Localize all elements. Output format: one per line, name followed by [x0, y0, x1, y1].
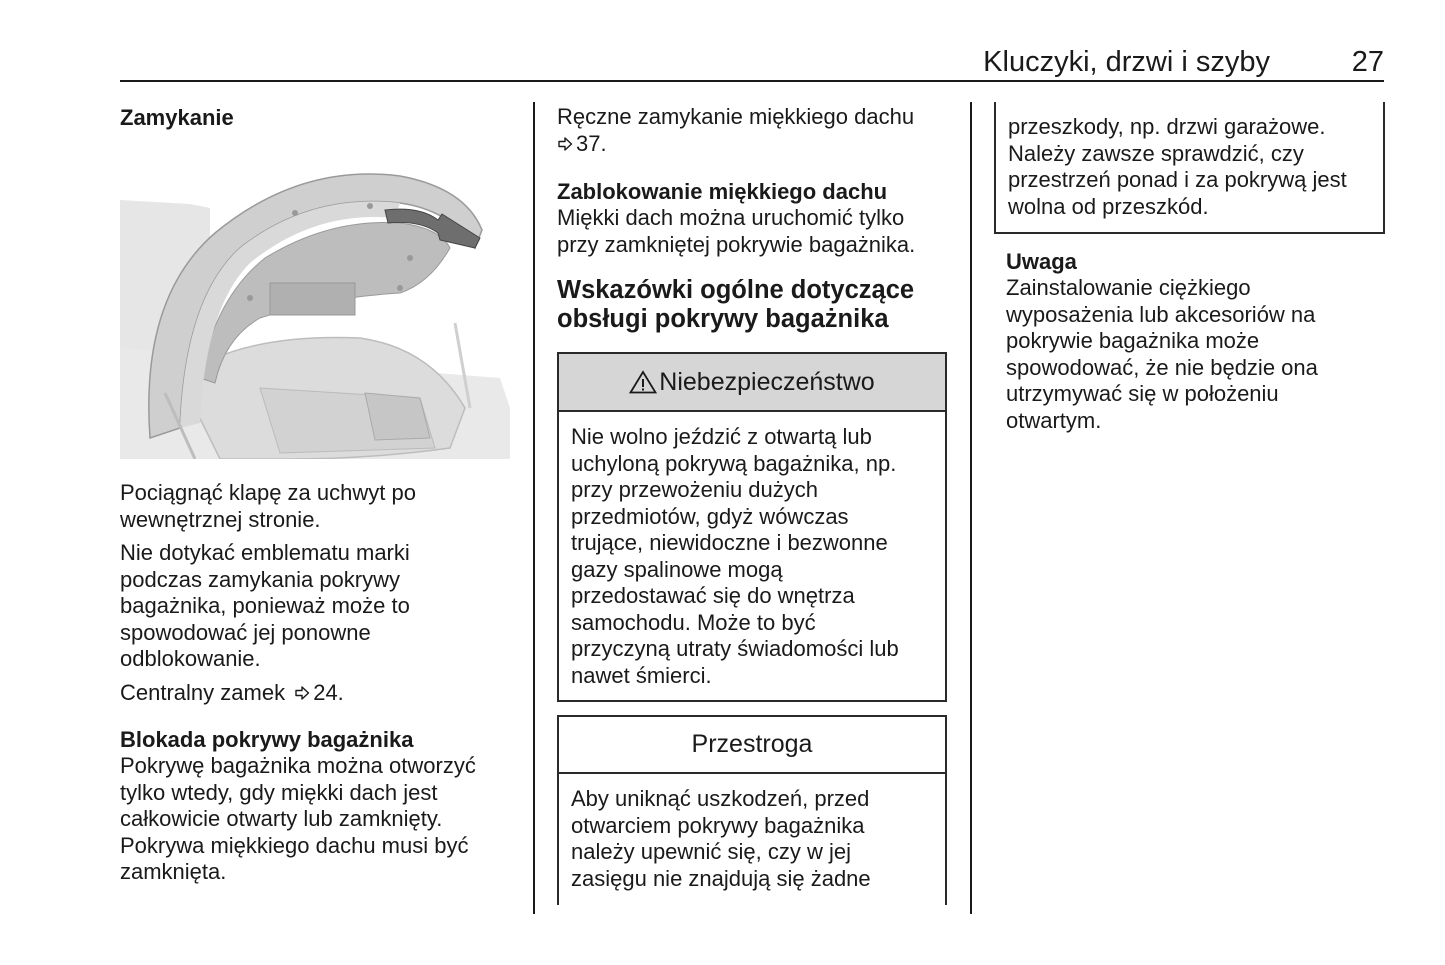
- caution-box-body: Aby uniknąć uszkodzeń, przed otwarciem pokrywy bagażnika należy upewnić się, czy w jej zasięgu nie znajdują się żadne: [571, 786, 871, 891]
- caution-box-continued-body: przeszkody, np. drzwi garażowe. Należy zawsze sprawdzić, czy przestrzeń ponad i za pokrywą jest wolna od przeszkód.: [1008, 114, 1347, 219]
- section-heading-trunk-lock: Blokada pokrywy bagażnika: [120, 727, 414, 752]
- running-title: Kluczyki, drzwi i szyby: [983, 46, 1270, 78]
- warning-triangle-icon: [629, 370, 657, 394]
- crossref-central-lock[interactable]: Centralny zamek 24.: [120, 679, 344, 705]
- crossref-manual-roof-close[interactable]: Ręczne zamykanie miękkiego dachu 37.: [557, 104, 915, 156]
- section-heading-roof-lock: Zablokowanie miękkiego dachu: [557, 179, 888, 204]
- paragraph-trunk-lock: Pokrywę bagażnika można otworzyć tylko wtedy, gdy miękki dach jest całkowicie otwarty lub zamknięty. Pokrywa miękkiego dachu musi być zamknięta.: [120, 753, 476, 884]
- column-divider-1: [533, 102, 535, 914]
- column-1: [120, 104, 234, 131]
- paragraph-roof-lock: Miękki dach można uruchomić tylko przy zamkniętej pokrywie bagażnika.: [557, 205, 916, 257]
- caution-box: [557, 715, 947, 905]
- column-2: [557, 104, 952, 334]
- note-section: [1006, 248, 1386, 434]
- column-1-body: [120, 480, 520, 886]
- section-heading-general-tips: Wskazówki ogólne dotyczące obsługi pokrywy bagażnika: [557, 276, 915, 333]
- section-heading-zamykanie: Zamykanie: [120, 105, 234, 130]
- paragraph-pull-handle: Pociągnąć klapę za uchwyt po wewnętrznej stronie.: [120, 480, 416, 532]
- caution-box-continued: [994, 102, 1385, 234]
- paragraph-emblem-warning: Nie dotykać emblematu marki podczas zamykania pokrywy bagażnika, ponieważ może to spowodować jej ponowne odblokowanie.: [120, 540, 410, 671]
- trunk-lid-drawing-icon: [120, 148, 510, 459]
- column-divider-2: [970, 102, 972, 914]
- arrow-right-outline-icon: [557, 136, 573, 152]
- caution-box-header: [559, 717, 945, 774]
- trunk-lid-illustration: [120, 148, 510, 459]
- page-number: 27: [1351, 46, 1384, 78]
- danger-box-title: Niebezpieczeństwo: [659, 367, 875, 396]
- header-rule: [120, 80, 1384, 82]
- arrow-right-outline-icon: [294, 685, 310, 701]
- note-body: Zainstalowanie ciężkiego wyposażenia lub akcesoriów na pokrywie bagażnika może spowodować, że nie będzie ona utrzymywać się w położeniu otwartym.: [1006, 275, 1318, 433]
- caution-box-title: Przestroga: [691, 730, 813, 758]
- danger-box-header: [559, 354, 945, 412]
- danger-box: [557, 352, 947, 702]
- note-heading: Uwaga: [1006, 249, 1077, 274]
- danger-box-body: Nie wolno jeździć z otwartą lub uchyloną pokrywą bagażnika, np. przy przewożeniu dużych przedmiotów, gdyż wówczas trujące, niewidoczne i bezwonne gazy spalinowe mogą przedostawać się do wnętrza samochodu. Może to być przyczyną utraty świadomości lub nawet śmierci.: [571, 424, 899, 688]
